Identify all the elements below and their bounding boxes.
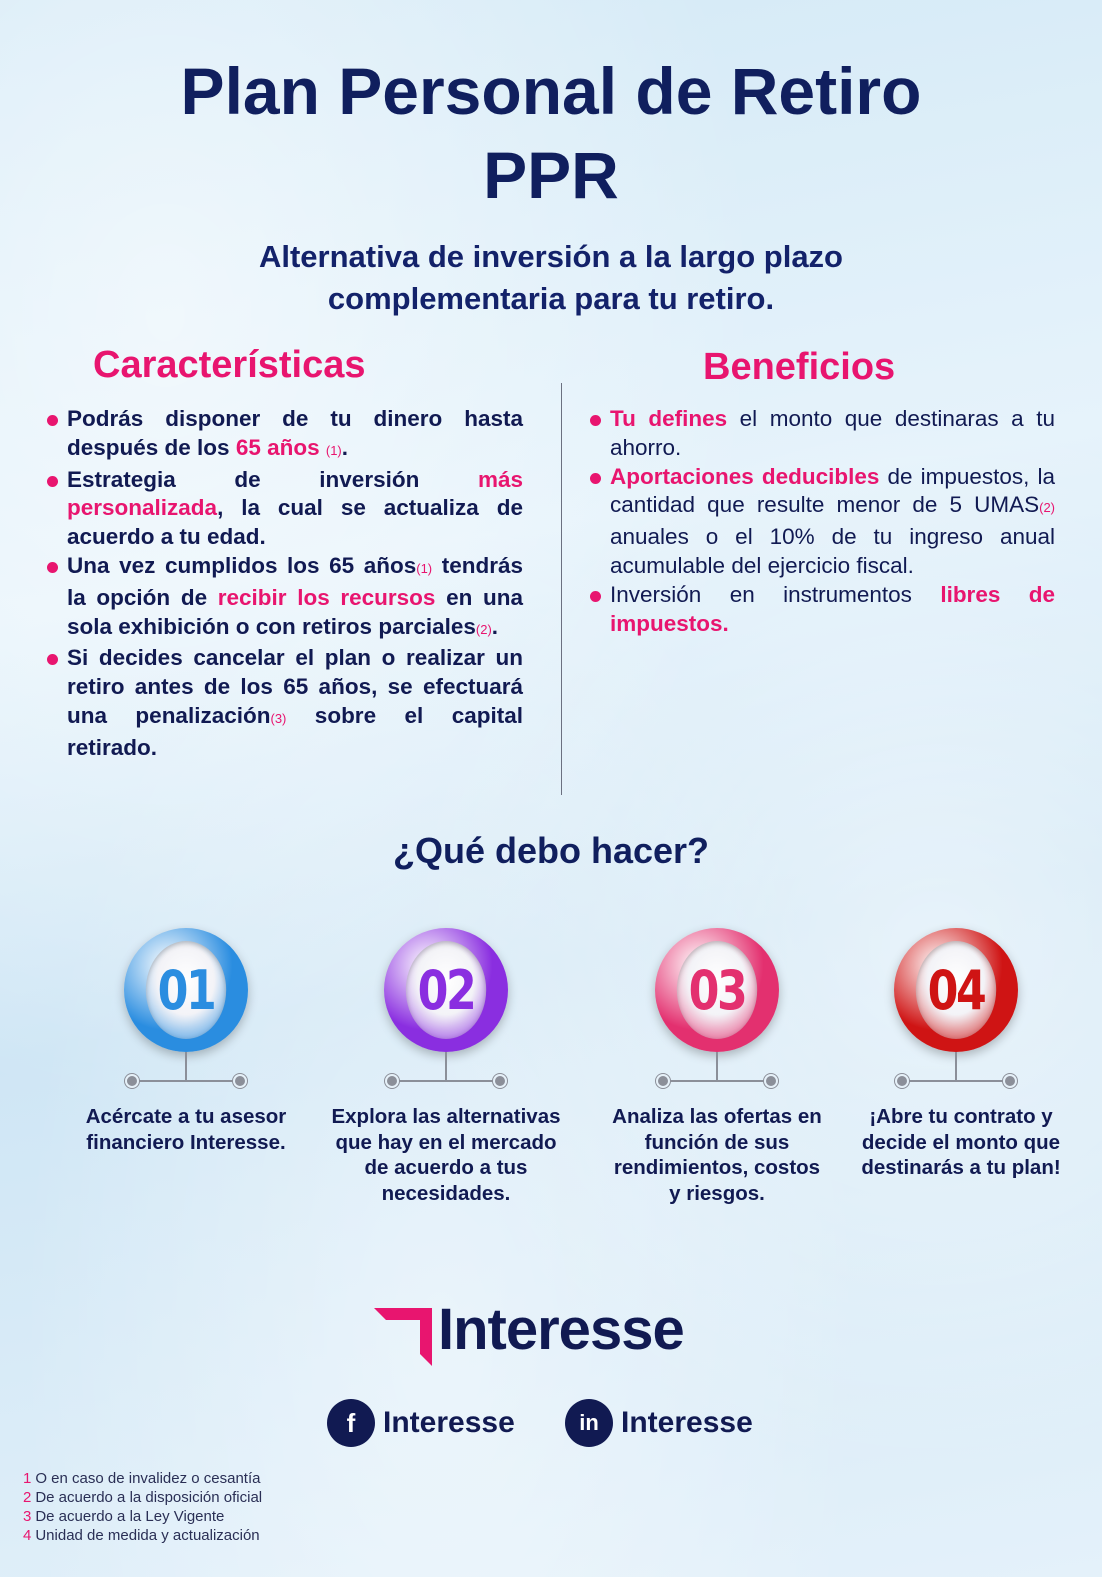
item-text: sobre el capital retirado.: [67, 702, 523, 760]
step-timeline: [901, 1080, 1011, 1082]
beneficios-list: [588, 405, 1055, 638]
item-text: .: [491, 613, 499, 639]
interesse-logo-mark-icon: [374, 1306, 434, 1366]
step-number-badge: [655, 928, 779, 1052]
page-title-acronym: PPR: [483, 138, 619, 212]
item-text: Si decides cancelar el plan o realizar un retiro antes de los 65 años, se efectuará una penalización: [67, 645, 523, 728]
footnote-item: [23, 1526, 262, 1545]
page-title: Plan Personal de Retiro: [180, 54, 922, 128]
timeline-dot: [658, 1076, 668, 1086]
step-connector: [955, 1052, 957, 1080]
footnote-text: De acuerdo a la Ley Vigente: [35, 1508, 225, 1525]
beneficio-item: [588, 405, 1055, 463]
beneficios-heading: Beneficios: [703, 346, 896, 388]
item-highlight: más personalizada: [67, 466, 523, 521]
column-divider: [561, 383, 562, 795]
caracteristicas-heading: Características: [93, 344, 366, 386]
timeline-dot: [1005, 1076, 1015, 1086]
footnote-ref: (1): [416, 560, 433, 576]
subtitle-line-1: Alternativa de inversión a la largo plazo: [258, 239, 843, 274]
step-description: ¡Abre tu contrato y decide el monto que destinarás a tu plan!: [861, 1105, 1061, 1180]
facebook-icon: f: [327, 1399, 375, 1447]
step-connector: [445, 1052, 447, 1080]
facebook-label: Interesse: [383, 1406, 515, 1439]
timeline-dot: [127, 1076, 137, 1086]
timeline-dot: [495, 1076, 505, 1086]
step-number: 03: [677, 941, 757, 1039]
footnote-text: Unidad de medida y actualización: [35, 1527, 260, 1544]
item-text: tendrás la opción de: [67, 552, 523, 610]
item-text: Inversión en instrumentos: [610, 581, 941, 607]
step-connector: [185, 1052, 187, 1080]
caracteristica-item: [45, 405, 523, 466]
item-text: anuales o el 10% de tu ingreso anual acumulable del ejercicio fiscal.: [610, 524, 1055, 578]
footnote-item: [23, 1469, 262, 1488]
beneficio-item: [588, 463, 1055, 581]
footnote-ref: (2): [475, 621, 492, 637]
step-description: Analiza las ofertas en función de sus rendimientos, costos y riesgos.: [612, 1105, 822, 1205]
step-description: Explora las alternativas que hay en el mercado de acuerdo a tus necesidades.: [331, 1105, 561, 1205]
item-text: Estrategia de inversión: [67, 466, 478, 492]
page-subtitle: [0, 236, 1102, 320]
item-text: .: [341, 434, 349, 460]
footnote-ref: (3): [270, 710, 287, 726]
caracteristica-item: [45, 552, 523, 644]
footnotes: [23, 1469, 262, 1545]
timeline-dot: [235, 1076, 245, 1086]
footnote-ref: (2): [1039, 500, 1055, 516]
steps-heading: ¿Qué debo hacer?: [392, 830, 710, 871]
step-number: 01: [146, 941, 226, 1039]
step-description: Acércate a tu asesor financiero Interesse.: [85, 1105, 287, 1154]
step-number-badge: [124, 928, 248, 1052]
timeline-dot: [897, 1076, 907, 1086]
item-text: el monto que destinaras a tu ahorro.: [610, 406, 1055, 460]
item-text: de impuestos, la cantidad que resulte menor de 5 UMAS: [610, 463, 1056, 518]
timeline-dot: [387, 1076, 397, 1086]
step-timeline: [662, 1080, 772, 1082]
step-connector: [716, 1052, 718, 1080]
footnote-number: 2: [23, 1489, 32, 1506]
step-number-badge: [384, 928, 508, 1052]
caracteristica-item: [45, 466, 523, 552]
item-text: , la cual se actualiza de acuerdo a tu edad.: [67, 495, 523, 550]
step-number: 02: [406, 941, 486, 1039]
linkedin-label: Interesse: [621, 1406, 753, 1439]
item-text: en una sola exhibición o con retiros parciales: [67, 584, 523, 639]
item-highlight: 65 años: [235, 434, 320, 460]
footnote-text: O en caso de invalidez o cesantía: [35, 1470, 261, 1487]
item-highlight: Tu defines: [610, 406, 728, 431]
item-highlight: Aportaciones deducibles: [610, 463, 880, 489]
timeline-dot: [766, 1076, 776, 1086]
caracteristica-item: [45, 644, 523, 762]
logo-wordmark: Interesse: [438, 1297, 684, 1362]
footnote-item: [23, 1507, 262, 1526]
beneficio-item: [588, 581, 1055, 639]
item-text: Una vez cumplidos los 65 años: [67, 552, 417, 578]
step-timeline: [131, 1080, 241, 1082]
footnote-text: De acuerdo a la disposición oficial: [35, 1489, 263, 1506]
linkedin-link[interactable]: [565, 1398, 753, 1448]
step-number-badge: [894, 928, 1018, 1052]
item-highlight: libres de impuestos.: [610, 581, 1055, 636]
footnote-number: 4: [23, 1527, 32, 1544]
interesse-logo: [374, 1296, 734, 1366]
subtitle-line-2: complementaria para tu retiro.: [327, 281, 775, 316]
step-timeline: [391, 1080, 501, 1082]
footnote-number: 1: [23, 1470, 32, 1487]
step-number: 04: [916, 941, 996, 1039]
item-highlight: recibir los recursos: [217, 584, 436, 610]
facebook-link[interactable]: [327, 1398, 515, 1448]
footnote-ref: (1): [325, 442, 342, 458]
footnote-number: 3: [23, 1508, 32, 1525]
item-text: Podrás disponer de tu dinero hasta después de los: [67, 406, 523, 460]
footnote-item: [23, 1488, 262, 1507]
caracteristicas-list: [45, 405, 523, 763]
linkedin-icon: in: [565, 1399, 613, 1447]
